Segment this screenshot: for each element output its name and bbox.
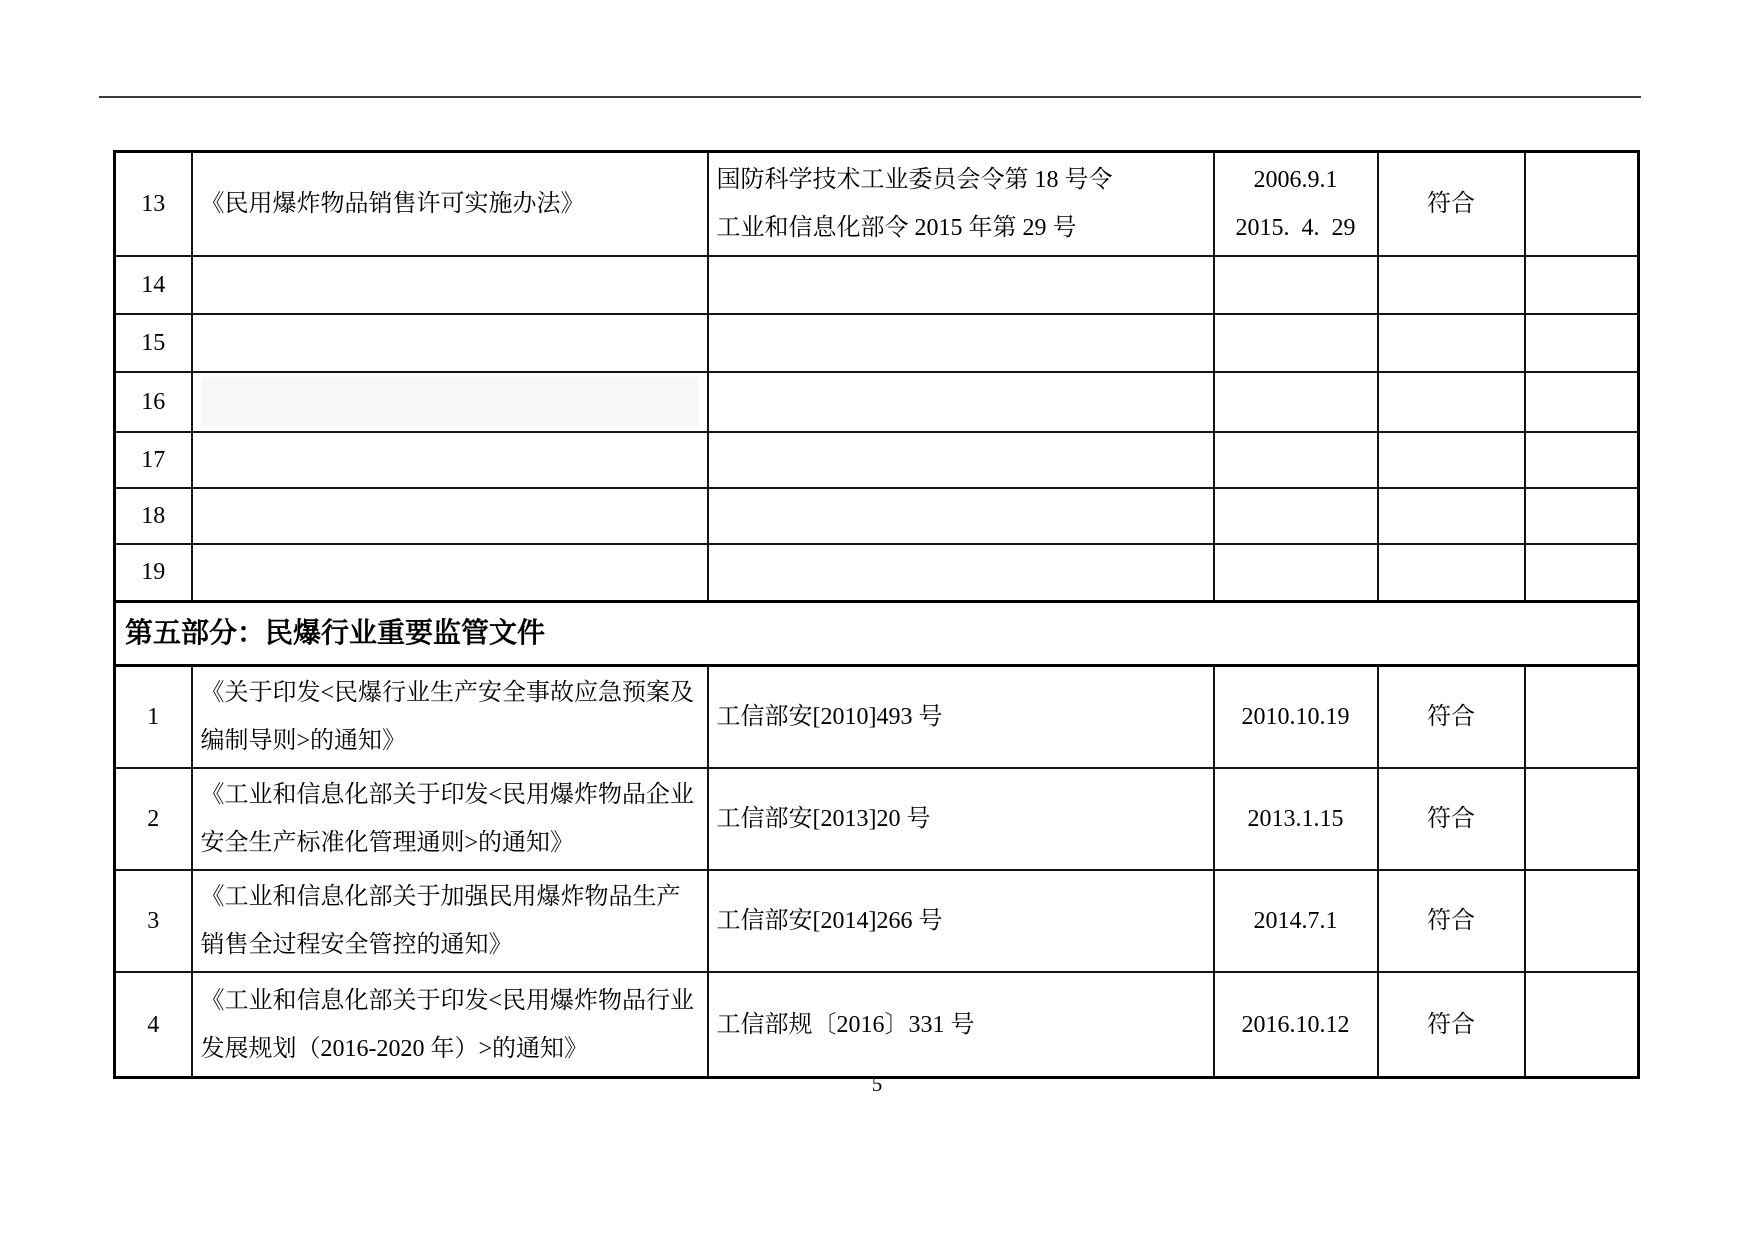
cell-effective-date: 2016.10.12 [1214, 972, 1378, 1078]
cell-issuing-document [708, 544, 1214, 602]
issuing-document-line-1: 国防科学技术工业委员会令第 18 号令 [716, 166, 1113, 193]
table-row-s2 [115, 768, 1639, 870]
cell-document-name [192, 432, 708, 488]
page-header-rule [99, 96, 1641, 98]
cell-compliance-status: 符合 [1378, 870, 1525, 972]
cell-effective-date [1214, 372, 1378, 432]
cell-effective-date [1214, 544, 1378, 602]
table-row-14 [115, 256, 1639, 314]
cell-remark [1525, 972, 1639, 1078]
cell-compliance-status [1378, 544, 1525, 602]
cell-remark [1525, 432, 1639, 488]
cell-document-name [192, 488, 708, 544]
page-number: 5 [871, 1072, 883, 1096]
cell-issuing-document [708, 314, 1214, 372]
cell-compliance-status: 符合 [1378, 152, 1525, 256]
table-row-18 [115, 488, 1639, 544]
cell-remark [1525, 870, 1639, 972]
cell-remark [1525, 314, 1639, 372]
cell-compliance-status [1378, 432, 1525, 488]
cell-effective-date [1214, 152, 1378, 256]
cell-row-number: 18 [115, 488, 192, 544]
cell-effective-date [1214, 488, 1378, 544]
table-row-19 [115, 544, 1639, 602]
cell-document-name [192, 256, 708, 314]
section-title: 第五部分：民爆行业重要监管文件 [115, 602, 1639, 666]
cell-document-name [192, 314, 708, 372]
cell-compliance-status: 符合 [1378, 665, 1525, 768]
cell-effective-date [1214, 256, 1378, 314]
cell-row-number: 1 [115, 665, 192, 768]
cell-document-name [192, 544, 708, 602]
cell-issuing-document [708, 152, 1214, 256]
cell-issuing-document: 工信部规〔2016〕331 号 [708, 972, 1214, 1078]
cell-row-number: 19 [115, 544, 192, 602]
section-header-row [115, 602, 1639, 666]
cell-compliance-status [1378, 256, 1525, 314]
regulation-compliance-table [113, 150, 1640, 1079]
cell-document-name: 《工业和信息化部关于印发<民用爆炸物品企业安全生产标准化管理通则>的通知》 [192, 768, 708, 870]
cell-remark [1525, 256, 1639, 314]
highlight-block [201, 377, 699, 427]
cell-compliance-status [1378, 372, 1525, 432]
table-row-15 [115, 314, 1639, 372]
cell-issuing-document: 工信部安[2014]266 号 [708, 870, 1214, 972]
cell-document-name: 《民用爆炸物品销售许可实施办法》 [192, 152, 708, 256]
cell-issuing-document [708, 372, 1214, 432]
cell-effective-date [1214, 314, 1378, 372]
table-row-s1 [115, 665, 1639, 768]
cell-remark [1525, 665, 1639, 768]
cell-remark [1525, 372, 1639, 432]
cell-effective-date: 2014.7.1 [1214, 870, 1378, 972]
cell-compliance-status: 符合 [1378, 972, 1525, 1078]
cell-effective-date [1214, 432, 1378, 488]
table-row-17 [115, 432, 1639, 488]
cell-compliance-status: 符合 [1378, 768, 1525, 870]
cell-effective-date: 2010.10.19 [1214, 665, 1378, 768]
cell-row-number: 4 [115, 972, 192, 1078]
cell-document-name: 《工业和信息化部关于印发<民用爆炸物品行业发展规划（2016-2020 年）>的通知》 [192, 972, 708, 1078]
cell-issuing-document: 工信部安[2013]20 号 [708, 768, 1214, 870]
cell-effective-date: 2013.1.15 [1214, 768, 1378, 870]
cell-document-name: 《工业和信息化部关于加强民用爆炸物品生产销售全过程安全管控的通知》 [192, 870, 708, 972]
cell-compliance-status [1378, 488, 1525, 544]
issuing-document-line-2: 工业和信息化部令 2015 年第 29 号 [716, 214, 1077, 241]
cell-document-name [192, 372, 708, 432]
cell-row-number: 15 [115, 314, 192, 372]
table-row-13 [115, 152, 1639, 256]
cell-document-name: 《关于印发<民爆行业生产安全事故应急预案及编制导则>的通知》 [192, 665, 708, 768]
cell-row-number: 17 [115, 432, 192, 488]
table-row-s3 [115, 870, 1639, 972]
cell-remark [1525, 152, 1639, 256]
table-row-16 [115, 372, 1639, 432]
cell-issuing-document [708, 256, 1214, 314]
cell-row-number: 14 [115, 256, 192, 314]
cell-issuing-document [708, 488, 1214, 544]
cell-row-number: 2 [115, 768, 192, 870]
cell-issuing-document [708, 432, 1214, 488]
cell-row-number: 16 [115, 372, 192, 432]
cell-remark [1525, 544, 1639, 602]
cell-remark [1525, 768, 1639, 870]
cell-issuing-document: 工信部安[2010]493 号 [708, 665, 1214, 768]
cell-compliance-status [1378, 314, 1525, 372]
cell-remark [1525, 488, 1639, 544]
effective-date-line-1: 2006.9.1 [1253, 166, 1338, 193]
cell-row-number: 13 [115, 152, 192, 256]
table-row-s4 [115, 972, 1639, 1078]
effective-date-line-2: 2015. 4. 29 [1235, 214, 1356, 241]
cell-row-number: 3 [115, 870, 192, 972]
